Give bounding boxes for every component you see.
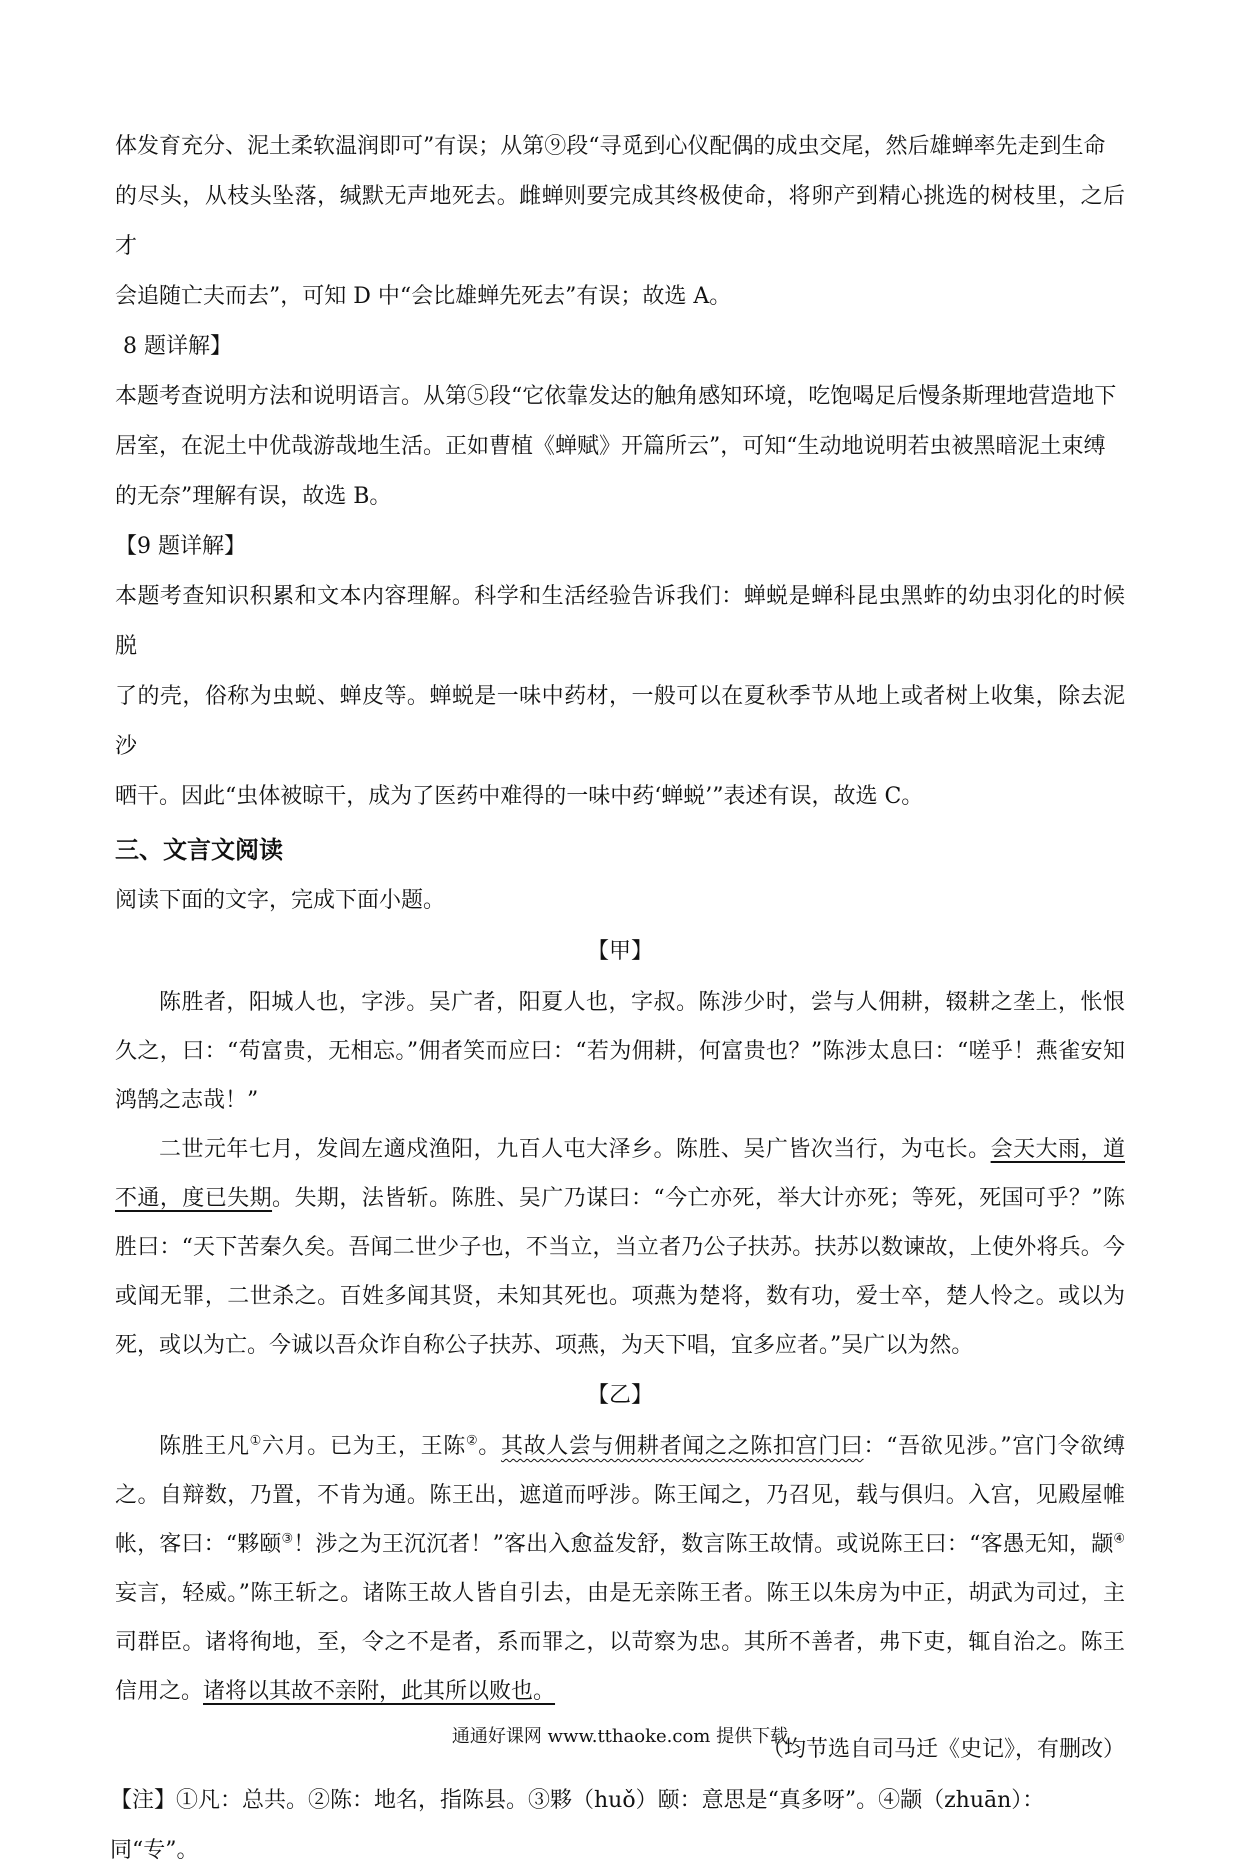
answer7-line3: 会追随亡夫而去”，可知 D 中“会比雄蝉先死去”有误；故选 A。	[115, 284, 732, 309]
yi-wavy-underlined-sentence: 其故人尝与佣耕者闻之之陈扣宫门曰	[500, 1434, 864, 1459]
passage-yi-paragraph	[115, 1422, 1125, 1716]
note-marker-3: ③	[281, 1531, 294, 1547]
answer8-label: 8 题详解】	[123, 334, 232, 359]
answer7-continuation	[115, 122, 1125, 322]
note-marker-2: ②	[465, 1433, 479, 1449]
yi-seg-3: 。	[478, 1434, 501, 1459]
note-marker-1: ①	[249, 1433, 262, 1449]
page-footer: 通通好课网 www.tthaoke.com 提供下载	[451, 1726, 789, 1747]
answer8-line2: 居室，在泥土中优哉游哉地生活。正如曹植《蝉赋》开篇所云”，可知“生动地说明若虫被黑暗泥土束缚	[115, 434, 1106, 459]
answer8-line3: 的无奈”理解有误，故选 B。	[115, 484, 392, 509]
passage-jia-paragraph-2	[115, 1125, 1125, 1370]
answer9-label: 【9 题详解】	[115, 534, 246, 559]
jia-p2-part-a: 二世元年七月，发闾左適戍渔阳，九百人屯大泽乡。陈胜、吴广皆次当行，为屯长。	[159, 1137, 991, 1162]
answer8-line1: 本题考查说明方法和说明语言。从第⑤段“它依靠发达的触角感知环境，吃饱喝足后慢条斯理地营造地下	[115, 384, 1117, 409]
yi-seg-1: 陈胜王凡	[159, 1434, 250, 1459]
passage-jia-heading: 【甲】	[586, 939, 653, 964]
section-heading: 三、文言文阅读	[115, 836, 283, 864]
yi-seg-5: ！涉之为王沉沉者！”客出入愈益发舒，数言陈王故情。或说陈王曰：“客愚无知，颛	[293, 1532, 1114, 1557]
yi-seg-2: 六月。已为王，王陈	[261, 1434, 466, 1459]
answer7-line2: 的尽头，从枝头坠落，缄默无声地死去。雌蝉则要完成其终极使命，将卵产到精心挑选的树枝里，之后才	[115, 184, 1125, 259]
passage-jia-paragraph-1: 陈胜者，阳城人也，字涉。吴广者，阳夏人也，字叔。陈涉少时，尝与人佣耕，辍耕之垄上，怅恨久之，曰：“苟富贵，无相忘。”佣者笑而应曰：“若为佣耕，何富贵也？”陈涉太息曰：“嗟乎！燕雀安知鸿鹄之志哉！”	[115, 990, 1125, 1113]
jia-underlined-sentence: 会天大雨，道不通，度已失期	[115, 1137, 1125, 1211]
answer7-line1: 体发育充分、泥土柔软温润即可”有误；从第⑨段“寻觅到心仪配偶的成虫交尾，然后雄蝉率先走到生命	[115, 134, 1106, 159]
annotation-notes: 【注】①凡：总共。②陈：地名，指陈县。③夥（huǒ）颐：意思是“真多呀”。④颛（zhuān）：同“专”。	[110, 1788, 1045, 1863]
answer9-text	[115, 572, 1125, 822]
note-marker-4: ④	[1113, 1531, 1126, 1547]
source-citation: （均节选自司马迁《史记》，有删改）	[761, 1737, 1125, 1762]
passage-yi-heading: 【乙】	[586, 1383, 653, 1408]
yi-seg-6: 妄言，轻威。”陈王斩之。诸陈王故人皆自引去，由是无亲陈王者。陈王以朱房为中正，胡武为司过，主司群臣。诸将徇地，至，令之不是者，系而罪之，以苛察为忠。其所不善者，弗下吏，辄自治之。陈王信用之。	[115, 1581, 1125, 1704]
yi-underlined-sentence: 诸将以其故不亲附，此其所以败也。	[203, 1679, 556, 1704]
answer8-text	[115, 372, 1125, 522]
jia-p2-part-b: 。失期，法皆斩。陈胜、吴广乃谋曰：“今亡亦死，举大计亦死；等死，死国可乎？”陈胜曰：“天下苦秦久矣。吾闻二世少子也，不当立，当立者乃公子扶苏。扶苏以数谏故，上使外将兵。今或闻无罪，二世杀之。百姓多闻其贤，未知其死也。项燕为楚将，数有功，爱士卒，楚人怜之。或以为死，或以为亡。今诚以吾众诈自称公子扶苏、项燕，为天下唱，宜多应者。”吴广以为然。	[115, 1186, 1125, 1358]
yi-seg-4: ：“吾欲见涉。”宫门令欲缚之。自辩数，乃置，不肯为通。陈王出，遮道而呼涉。陈王闻之，乃召见，载与俱归。入宫，见殿屋帷帐，客曰：“夥颐	[115, 1434, 1125, 1557]
section-instruction: 阅读下面的文字，完成下面小题。	[115, 888, 446, 913]
page-content	[110, 122, 1126, 1876]
answer9-line2: 了的壳，俗称为虫蜕、蝉皮等。蝉蜕是一味中药材，一般可以在夏秋季节从地上或者树上收集，除去泥沙	[115, 684, 1125, 759]
answer9-line1: 本题考查知识积累和文本内容理解。科学和生活经验告诉我们：蝉蜕是蝉科昆虫黑蚱的幼虫羽化的时候脱	[115, 584, 1125, 659]
answer9-line3: 晒干。因此“虫体被晾干，成为了医药中难得的一味中药‘蝉蜕’”表述有误，故选 C。	[115, 784, 924, 809]
